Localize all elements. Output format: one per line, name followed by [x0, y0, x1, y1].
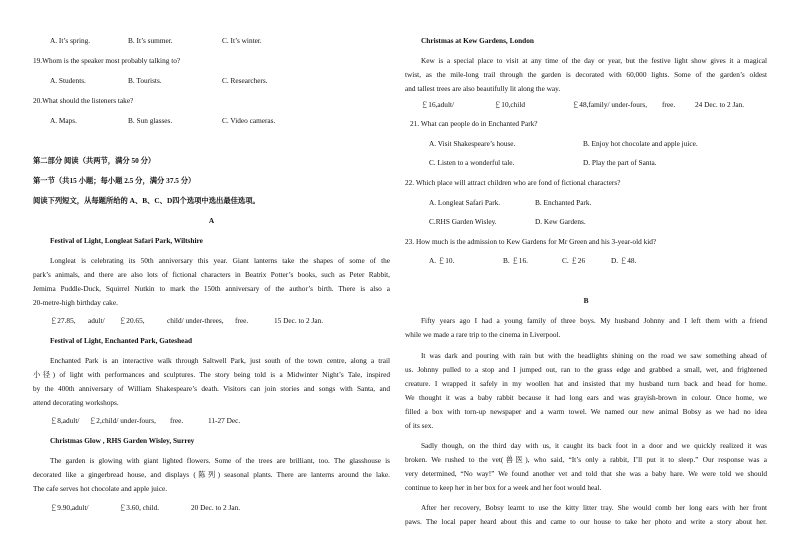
festival-line-4: 20-metre-high birthday cake.	[33, 298, 118, 307]
part2-heading: 第二部分 阅读（共两节，满分 50 分）	[33, 156, 156, 165]
festival-line-2: park’s animals, and there are also lots of fictional characters in Beatrix Potter’s books, such as Peter Rabbit,	[33, 270, 390, 279]
para4-line-1: After her recovery, Bobsy learnt to use the kitty litter tray. She would comb her long ears with her front	[421, 503, 767, 512]
festival-price-child: ￡20.65,	[119, 316, 145, 325]
q22-option-d: D. Kew Gardens.	[535, 217, 586, 226]
festival-line-1: Longleat is celebrating its 50th anniversary this year. Giant lanterns take the shapes of some of the	[50, 256, 390, 265]
enchanted-title: Festival of Light, Enchanted Park, Gateshead	[50, 336, 193, 345]
glow-title: Christmas Glow , RHS Garden Wisley, Surrey	[50, 436, 195, 445]
para2-line-5: filled a box with torn-up newspaper and a warm towel. We named our new animal Bobsy as we had no idea	[405, 407, 767, 416]
para1-line-1: Fifty years ago I had a young family of three boys. My husband Johnny and I left them with a friend	[421, 316, 767, 325]
enchanted-dates: 11-27 Dec.	[208, 416, 241, 425]
kew-line-1: Kew is a special place to visit at any time of the day or year, but the festive light show gives it a magical	[421, 56, 767, 65]
festival-price-free: free.	[235, 316, 249, 325]
q21-option-c: C. Listen to a wonderful tale.	[429, 158, 515, 167]
q20-option-b: B. Sun glasses.	[128, 116, 173, 125]
q19-option-c: C. Researchers.	[222, 76, 268, 85]
festival-price-child-label: child/ under-threes,	[167, 316, 224, 325]
para2-line-1: It was dark and pouring with rain but with the headlights shining on the road we saw something ahead of	[421, 351, 767, 360]
festival-title: Festival of Light, Longleat Safari Park, Wiltshire	[50, 236, 203, 245]
q19-question: 19.Whom is the speaker most probably talking to?	[33, 56, 181, 65]
festival-line-3: Jemima Puddle-Duck, Squirrel Nutkin to mark the 150th anniversary of the author’s birth. There is also a	[33, 284, 390, 293]
q20-option-c: C. Video cameras.	[222, 116, 276, 125]
festival-price-adult-label: adult/	[88, 316, 105, 325]
q22-option-a: A. Longleat Safari Park.	[429, 198, 501, 207]
enchanted-line-3: by the 400th anniversary of William Shakespeare’s death. Visitors can join stories and songs with Santa, and	[33, 384, 390, 393]
q22-option-b: B. Enchanted Park.	[535, 198, 592, 207]
q23-option-d: D. ￡48.	[611, 256, 637, 265]
q21-option-b: B. Enjoy hot chocolate and apple juice.	[583, 139, 698, 148]
q23-question: 23. How much is the admission to Kew Gardens for Mr Green and his 3-year-old kid?	[405, 237, 657, 246]
enchanted-price-free: free.	[170, 416, 184, 425]
kew-price-child: ￡10,child	[494, 100, 526, 109]
q19-option-a: A. Students.	[50, 76, 86, 85]
festival-dates: 15 Dec. to 2 Jan.	[274, 316, 324, 325]
glow-price-adult: ￡9.90,adult/	[50, 503, 89, 512]
para2-line-4: We thought it was a baby rabbit because it had long ears and was grayish-brown in colour. Once home, we	[405, 393, 767, 402]
para3-line-2: broken. We rushed to the vet(兽医), who said, “It’s only a rabbit, I’ll put it to sleep.” Our response was a	[405, 455, 767, 464]
q21-option-d: D. Play the part of Santa.	[583, 158, 657, 167]
q18-option-c: C. It’s winter.	[222, 36, 262, 45]
q20-question: 20.What should the listeners take?	[33, 96, 134, 105]
glow-line-3: The cafe serves hot chocolate and apple juice.	[33, 484, 168, 493]
enchanted-line-1: Enchanted Park is an interactive walk through Saltwell Park, just south of the town centre, along a trail	[50, 356, 390, 365]
q21-option-a: A. Visit Shakespeare’s house.	[429, 139, 516, 148]
para2-line-2: us. Johnny pulled to a stop and I jumped out, ran to the grass edge and grabbed a small, wet, and frightened	[405, 365, 767, 374]
kew-line-3: and tallest trees are also beautifully lit along the way.	[405, 84, 561, 93]
para3-line-4: continue to keep her in her box for a week and her foot would heal.	[405, 483, 602, 492]
kew-price-free: free.	[662, 100, 676, 109]
para3-line-3: very determined, “No way!” We found another vet and told that she was a baby hare. We were told we should	[405, 469, 767, 478]
q23-option-c: C. ￡26	[562, 256, 586, 265]
q21-question: 21. What can people do in Enchanted Park?	[410, 119, 538, 128]
q20-option-a: A. Maps.	[50, 116, 77, 125]
enchanted-line-2: 小径) of light with performances and sculptures. The story being told is a Midwinter Night’s Tale, inspired	[33, 370, 390, 379]
enchanted-line-4: attend decorating workshops.	[33, 398, 119, 407]
kew-line-2: twist, as the mile-long trail through the garden is decorated with 60,000 lights. Some of the garden’s oldest	[405, 70, 767, 79]
para2-line-3: creature. I wrapped it safely in my woollen hat and insisted that my husband turn back and head for home.	[405, 379, 767, 388]
q19-option-b: B. Tourists.	[128, 76, 162, 85]
q18-option-a: A. It’s spring.	[50, 36, 91, 45]
q23-option-b: B. ￡16.	[503, 256, 528, 265]
q22-option-c: C.RHS Garden Wisley.	[429, 217, 497, 226]
glow-dates: 20 Dec. to 2 Jan.	[191, 503, 241, 512]
q22-question: 22. Which place will attract children who are fond of fictional characters?	[405, 178, 621, 187]
kew-price-adult: ￡16,adult/	[421, 100, 455, 109]
q18-option-b: B. It’s summer.	[128, 36, 173, 45]
para1-line-2: while we made a rare trip to the cinema in Liverpool.	[405, 330, 561, 339]
glow-line-1: The garden is glowing with giant lighted flowers. Some of the trees are brilliant, too. The glasshouse is	[50, 456, 390, 465]
instruction: 阅读下列短文，从每题所给的 A、B、C、D四个选项中选出最佳选项。	[33, 196, 260, 205]
festival-price-adult: ￡27.85,	[50, 316, 76, 325]
passage-b-letter: B	[583, 296, 589, 305]
section1-heading: 第一节（共15 小题；每小题 2.5 分，满分 37.5 分）	[33, 176, 196, 185]
enchanted-price-child: ￡2,child/ under-fours,	[89, 416, 156, 425]
para4-line-2: paws. The local paper heard about this and came to our house to take her photo and write a story about her.	[405, 517, 767, 526]
enchanted-price-adult: ￡8,adult/	[50, 416, 80, 425]
kew-title: Christmas at Kew Gardens, London	[421, 36, 534, 45]
glow-line-2: decorated like a gingerbread house, and displays (陈列) seasonal plants. There are lanterns around the lake.	[33, 470, 390, 479]
glow-price-child: ￡3.60, child.	[119, 503, 160, 512]
para3-line-1: Sadly though, on the third day with us, it caught its back foot in a door and we quickly realized it was	[421, 441, 767, 450]
para2-line-6: of its sex.	[405, 421, 434, 430]
q23-option-a: A. ￡10.	[429, 256, 455, 265]
passage-a-letter: A	[208, 216, 215, 225]
kew-dates: 24 Dec. to 2 Jan.	[695, 100, 745, 109]
kew-price-family: ￡48,family/ under-fours,	[572, 100, 648, 109]
